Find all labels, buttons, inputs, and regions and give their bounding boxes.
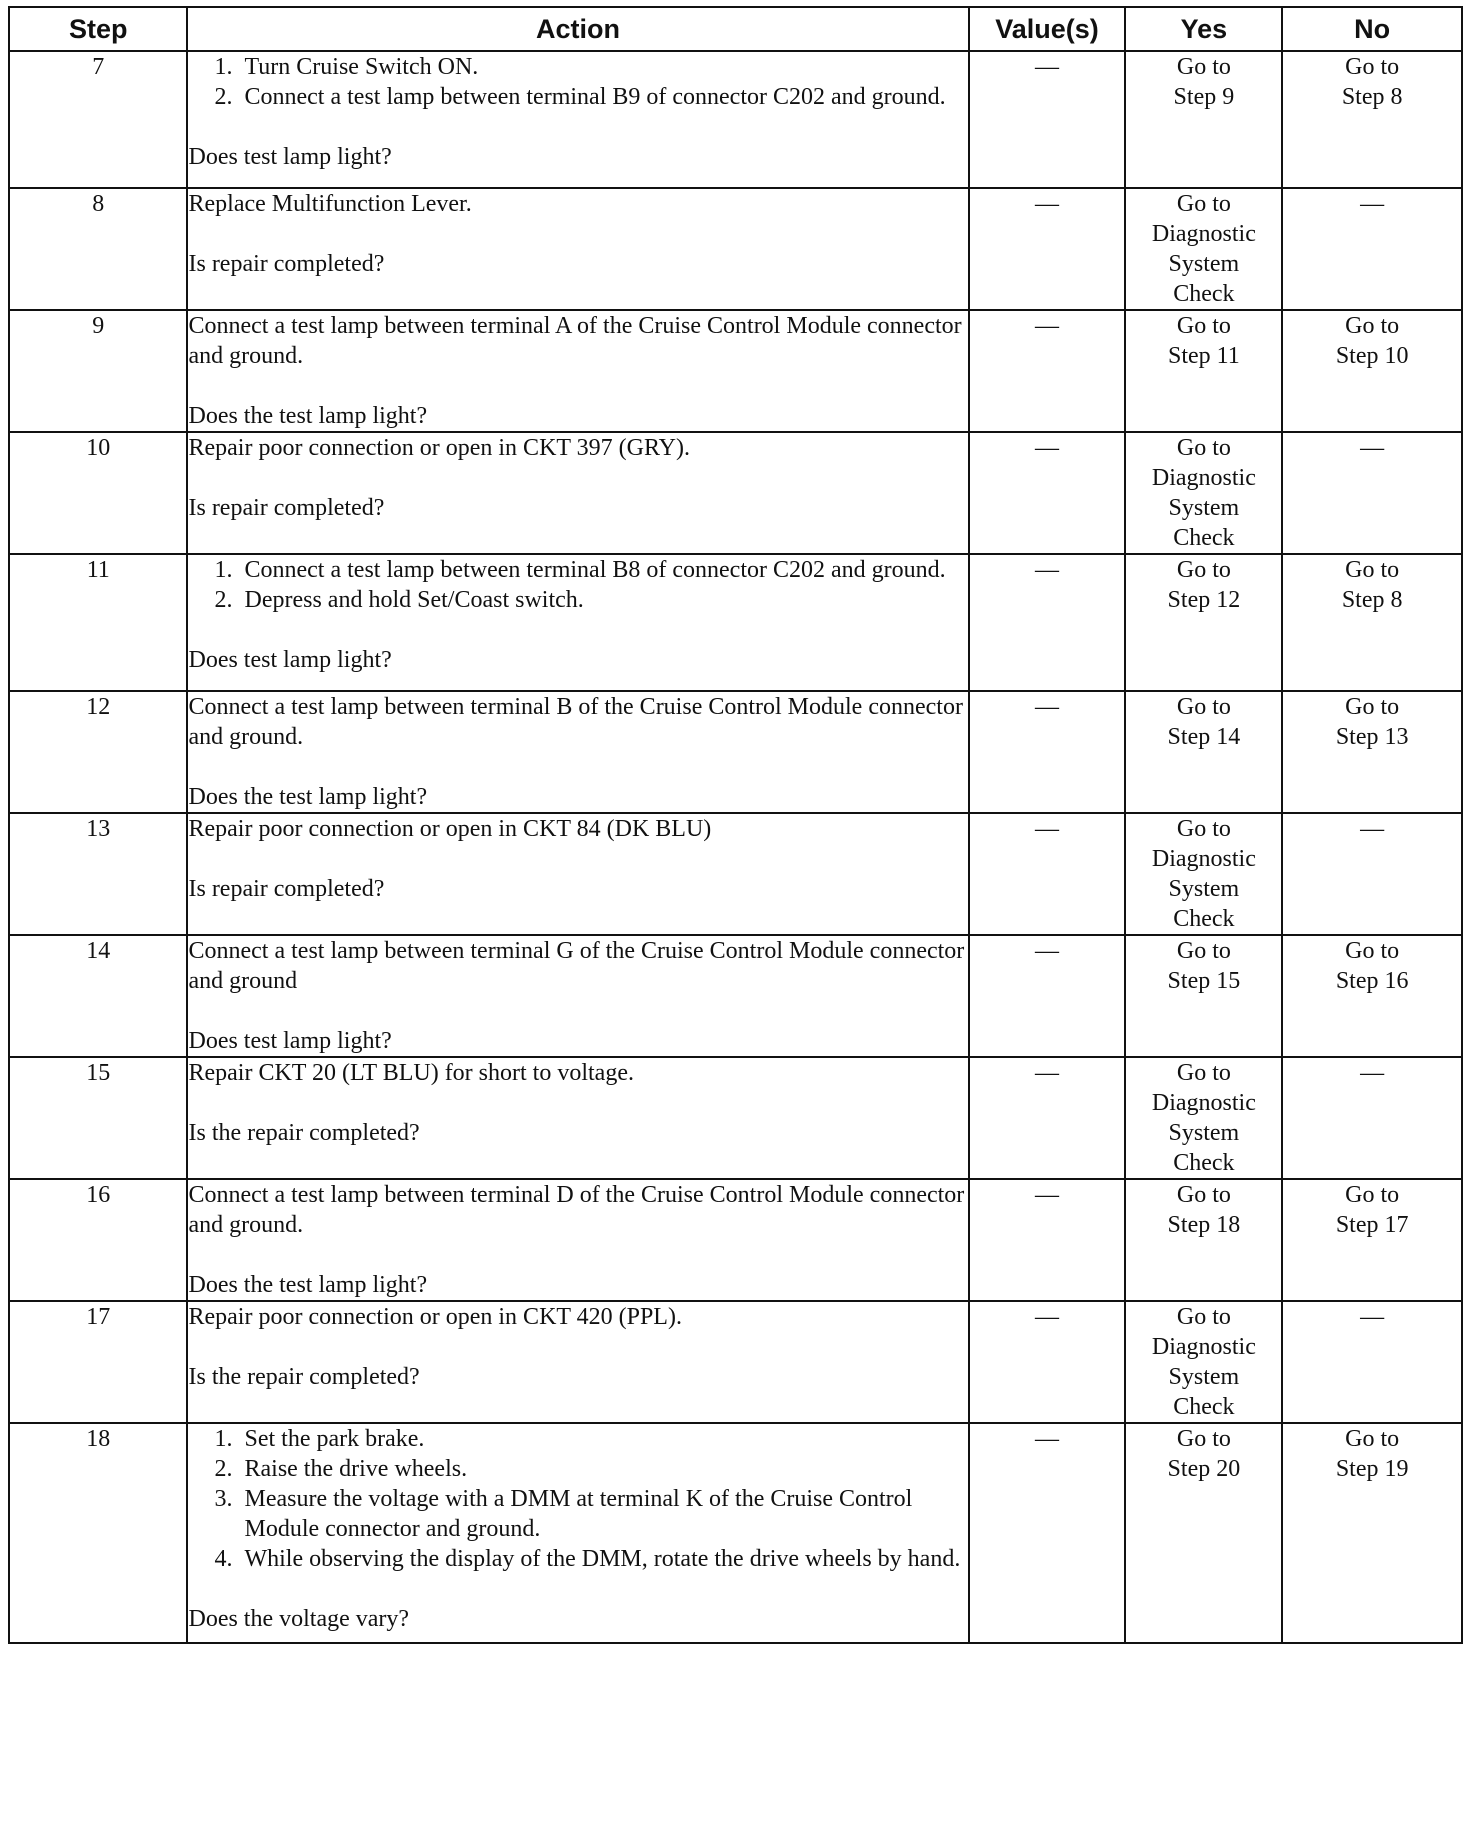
table-row xyxy=(9,1179,1462,1301)
action-cell xyxy=(187,935,971,1057)
yes-cell xyxy=(1125,188,1282,310)
table-row xyxy=(9,1057,1462,1179)
action-text: Repair poor connection or open in CKT 397 (GRY). xyxy=(188,435,690,461)
step-number: 10 xyxy=(9,432,187,554)
value-dash: — xyxy=(1034,1426,1059,1452)
value-dash: — xyxy=(1034,938,1059,964)
step-number: 18 xyxy=(9,1423,187,1643)
yes-cell xyxy=(1125,554,1282,691)
step-number: 15 xyxy=(9,1057,187,1179)
step-number: 14 xyxy=(9,935,187,1057)
value-cell xyxy=(969,1423,1126,1643)
header-row xyxy=(9,7,1462,51)
table-row xyxy=(9,188,1462,310)
action-item-number: 2. xyxy=(214,84,233,110)
no-outcome-line: Step 10 xyxy=(1335,343,1409,369)
action-question: Does the voltage vary? xyxy=(188,1606,410,1632)
step-number: 11 xyxy=(9,554,187,691)
yes-outcome-line: Go to xyxy=(1176,313,1231,339)
value-dash: — xyxy=(1034,694,1059,720)
action-cell xyxy=(187,188,968,310)
value-dash: — xyxy=(1034,816,1059,842)
no-outcome-line: Step 16 xyxy=(1335,968,1409,994)
value-dash: — xyxy=(1034,1182,1059,1208)
action-item-text: Depress and hold Set/Coast switch. xyxy=(244,587,584,613)
yes-outcome-line: Go to xyxy=(1176,191,1231,217)
table-row xyxy=(9,813,1462,935)
yes-outcome-line: System xyxy=(1168,876,1240,902)
action-text: Repair poor connection or open in CKT 420 (PPL). xyxy=(188,1304,682,1330)
action-list xyxy=(188,555,967,615)
no-outcome-line: — xyxy=(1360,435,1385,461)
action-list xyxy=(188,52,967,112)
no-outcome-line: Step 8 xyxy=(1341,84,1403,110)
action-item-text: Connect a test lamp between terminal B8 of connector C202 and ground. xyxy=(244,557,946,583)
action-list-item xyxy=(214,1454,967,1484)
yes-outcome-line: Go to xyxy=(1176,54,1231,80)
action-cell xyxy=(187,432,968,554)
no-outcome-line: Go to xyxy=(1345,938,1400,964)
action-question: Does test lamp light? xyxy=(188,1028,392,1054)
action-question: Does test lamp light? xyxy=(188,647,392,673)
table-row xyxy=(9,310,1462,432)
yes-outcome-line: Diagnostic xyxy=(1151,846,1256,872)
action-cell xyxy=(187,1301,968,1423)
yes-outcome-line: Diagnostic xyxy=(1151,1334,1256,1360)
yes-outcome-line: Check xyxy=(1173,906,1235,932)
value-cell xyxy=(969,188,1126,310)
step-number: 8 xyxy=(9,188,187,310)
value-cell xyxy=(969,935,1126,1057)
yes-outcome-line: Step 20 xyxy=(1167,1456,1241,1482)
no-outcome-line: Go to xyxy=(1345,1182,1400,1208)
value-cell xyxy=(969,310,1126,432)
action-question: Is repair completed? xyxy=(188,876,385,902)
action-cell xyxy=(187,1423,968,1643)
no-cell xyxy=(1282,813,1462,935)
value-cell xyxy=(969,1057,1126,1179)
no-outcome-line: — xyxy=(1360,191,1385,217)
no-cell xyxy=(1282,554,1462,691)
action-question: Is the repair completed? xyxy=(188,1120,420,1146)
value-dash: — xyxy=(1034,1304,1059,1330)
value-dash: — xyxy=(1034,191,1059,217)
no-cell xyxy=(1282,432,1462,554)
value-cell xyxy=(969,554,1126,691)
step-number: 16 xyxy=(9,1179,187,1301)
action-list-item xyxy=(214,555,967,585)
table-body xyxy=(9,51,1462,1643)
yes-outcome-line: Go to xyxy=(1176,1426,1231,1452)
action-cell xyxy=(187,51,968,188)
table-row xyxy=(9,1423,1462,1643)
yes-outcome-line: Diagnostic xyxy=(1151,221,1256,247)
no-outcome-line: Go to xyxy=(1345,54,1400,80)
action-text: Connect a test lamp between terminal G of the Cruise Control Module connector and ground xyxy=(188,938,971,994)
header-step: Step xyxy=(9,7,187,51)
value-cell xyxy=(969,432,1126,554)
value-cell xyxy=(969,691,1126,813)
yes-outcome-line: Go to xyxy=(1176,1304,1231,1330)
yes-outcome-line: Go to xyxy=(1176,557,1231,583)
action-question: Is repair completed? xyxy=(188,495,385,521)
action-question: Does the test lamp light? xyxy=(188,403,428,429)
action-cell xyxy=(187,813,968,935)
no-outcome-line: Step 8 xyxy=(1341,587,1403,613)
diagnostic-table xyxy=(8,6,1463,1644)
action-text: Connect a test lamp between terminal D of the Cruise Control Module connector and ground. xyxy=(188,1182,971,1238)
table-row xyxy=(9,691,1462,813)
table-row xyxy=(9,432,1462,554)
no-cell xyxy=(1282,1423,1462,1643)
yes-outcome-line: Diagnostic xyxy=(1151,465,1256,491)
yes-cell xyxy=(1125,1301,1282,1423)
table-row xyxy=(9,51,1462,188)
step-number: 7 xyxy=(9,51,187,188)
yes-outcome-line: Go to xyxy=(1176,816,1231,842)
value-cell xyxy=(969,1301,1126,1423)
action-text: Repair CKT 20 (LT BLU) for short to voltage. xyxy=(188,1060,634,1086)
yes-outcome-line: Step 11 xyxy=(1167,343,1240,369)
action-question: Does the test lamp light? xyxy=(188,784,428,810)
action-question: Is the repair completed? xyxy=(188,1364,420,1390)
table-row xyxy=(9,554,1462,691)
action-text: Replace Multifunction Lever. xyxy=(188,191,472,217)
action-cell xyxy=(187,1179,971,1301)
action-text: Connect a test lamp between terminal A of the Cruise Control Module connector and ground. xyxy=(188,313,968,369)
value-dash: — xyxy=(1034,435,1059,461)
action-list-item xyxy=(214,82,967,112)
yes-outcome-line: Check xyxy=(1173,1150,1235,1176)
no-outcome-line: — xyxy=(1360,816,1385,842)
yes-outcome-line: Step 15 xyxy=(1167,968,1241,994)
step-number: 17 xyxy=(9,1301,187,1423)
yes-cell xyxy=(1125,1057,1282,1179)
yes-outcome-line: Step 9 xyxy=(1173,84,1235,110)
no-cell xyxy=(1282,310,1462,432)
header-yes: Yes xyxy=(1125,7,1282,51)
action-list-item xyxy=(214,1544,967,1574)
yes-outcome-line: Go to xyxy=(1176,1060,1231,1086)
value-dash: — xyxy=(1034,54,1059,80)
value-dash: — xyxy=(1034,313,1059,339)
yes-cell xyxy=(1125,935,1282,1057)
yes-outcome-line: System xyxy=(1168,495,1240,521)
yes-cell xyxy=(1125,432,1282,554)
action-item-number: 2. xyxy=(214,587,233,613)
action-item-number: 1. xyxy=(214,1426,233,1452)
action-item-number: 4. xyxy=(214,1546,233,1572)
action-question: Does the test lamp light? xyxy=(188,1272,428,1298)
yes-outcome-line: Check xyxy=(1173,281,1235,307)
header-action: Action xyxy=(187,7,968,51)
yes-cell xyxy=(1125,813,1282,935)
action-item-text: Measure the voltage with a DMM at terminal K of the Cruise Control Module connector and ground. xyxy=(244,1486,913,1542)
action-list-item xyxy=(214,52,967,82)
no-cell xyxy=(1282,1057,1462,1179)
action-question: Does test lamp light? xyxy=(188,144,392,170)
action-list-item xyxy=(214,1424,967,1454)
yes-cell xyxy=(1125,691,1282,813)
no-cell xyxy=(1282,51,1462,188)
yes-outcome-line: Go to xyxy=(1176,1182,1231,1208)
yes-outcome-line: Step 12 xyxy=(1167,587,1241,613)
action-text: Repair poor connection or open in CKT 84 (DK BLU) xyxy=(188,816,712,842)
no-outcome-line: Go to xyxy=(1345,694,1400,720)
action-item-text: While observing the display of the DMM, rotate the drive wheels by hand. xyxy=(244,1546,961,1572)
yes-outcome-line: Step 18 xyxy=(1167,1212,1241,1238)
yes-outcome-line: Go to xyxy=(1176,938,1231,964)
action-item-text: Raise the drive wheels. xyxy=(244,1456,468,1482)
no-outcome-line: Go to xyxy=(1345,557,1400,583)
action-cell xyxy=(187,310,968,432)
action-list-item xyxy=(214,1484,967,1544)
value-dash: — xyxy=(1034,1060,1059,1086)
value-cell xyxy=(969,813,1126,935)
value-cell xyxy=(969,51,1126,188)
yes-outcome-line: Go to xyxy=(1176,435,1231,461)
no-outcome-line: Step 13 xyxy=(1335,724,1409,750)
action-item-text: Set the park brake. xyxy=(244,1426,425,1452)
action-item-number: 2. xyxy=(214,1456,233,1482)
diagnostic-table-page xyxy=(8,6,1463,1644)
yes-cell xyxy=(1125,1423,1282,1643)
no-cell xyxy=(1282,1179,1462,1301)
action-item-number: 1. xyxy=(214,54,233,80)
yes-outcome-line: Check xyxy=(1173,1394,1235,1420)
action-item-text: Connect a test lamp between terminal B9 of connector C202 and ground. xyxy=(244,84,946,110)
no-outcome-line: Go to xyxy=(1345,313,1400,339)
value-dash: — xyxy=(1034,557,1059,583)
value-cell xyxy=(969,1179,1126,1301)
yes-outcome-line: System xyxy=(1168,251,1240,277)
step-number: 12 xyxy=(9,691,187,813)
no-outcome-line: Go to xyxy=(1345,1426,1400,1452)
yes-outcome-line: System xyxy=(1168,1120,1240,1146)
action-item-number: 1. xyxy=(214,557,233,583)
step-number: 9 xyxy=(9,310,187,432)
action-list-item xyxy=(214,585,967,615)
action-list xyxy=(188,1424,967,1574)
no-cell xyxy=(1282,188,1462,310)
no-cell xyxy=(1282,935,1462,1057)
yes-cell xyxy=(1125,310,1282,432)
header-no: No xyxy=(1282,7,1462,51)
no-cell xyxy=(1282,1301,1462,1423)
table-row xyxy=(9,1301,1462,1423)
no-cell xyxy=(1282,691,1462,813)
yes-outcome-line: Check xyxy=(1173,525,1235,551)
action-cell xyxy=(187,691,968,813)
yes-outcome-line: System xyxy=(1168,1364,1240,1390)
action-cell xyxy=(187,1057,968,1179)
no-outcome-line: Step 19 xyxy=(1335,1456,1409,1482)
yes-outcome-line: Go to xyxy=(1176,694,1231,720)
table-row xyxy=(9,935,1462,1057)
no-outcome-line: — xyxy=(1360,1060,1385,1086)
no-outcome-line: — xyxy=(1360,1304,1385,1330)
no-outcome-line: Step 17 xyxy=(1335,1212,1409,1238)
action-item-text: Turn Cruise Switch ON. xyxy=(244,54,479,80)
yes-cell xyxy=(1125,1179,1282,1301)
action-text: Connect a test lamp between terminal B of the Cruise Control Module connector and ground. xyxy=(188,694,969,750)
yes-outcome-line: Step 14 xyxy=(1167,724,1241,750)
action-item-number: 3. xyxy=(214,1486,233,1512)
step-number: 13 xyxy=(9,813,187,935)
header-values: Value(s) xyxy=(969,7,1126,51)
yes-cell xyxy=(1125,51,1282,188)
yes-outcome-line: Diagnostic xyxy=(1151,1090,1256,1116)
action-cell xyxy=(187,554,968,691)
action-question: Is repair completed? xyxy=(188,251,385,277)
